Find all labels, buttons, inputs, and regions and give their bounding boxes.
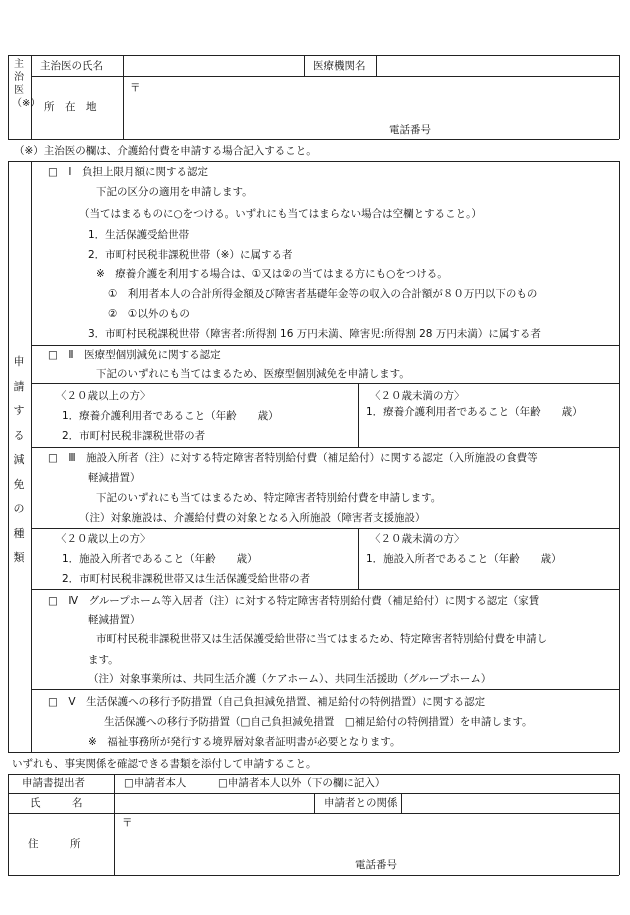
section4-note: （注）対象事業所は、共同生活介護（ケアホーム）、共同生活援助（グループホーム）: [88, 673, 492, 685]
relation-label: 申請者との関係: [324, 797, 398, 809]
section1-note: ※ 療養介護を利用する場合は、①又は②の当てはまる方にも○をつける。: [96, 268, 448, 280]
section2-right-head: 〈２０歳未満の方〉: [370, 390, 465, 402]
section2-left1[interactable]: 1．療養介護利用者であること（年齢 歳）: [62, 410, 279, 422]
doctor-name-label: 主治医の氏名: [40, 60, 103, 72]
section1-item2[interactable]: 2．市町村民税非課税世帯（※）に属する者: [88, 249, 293, 261]
section2-right1[interactable]: 1．療養介護利用者であること（年齢 歳）: [366, 406, 583, 418]
submitter-address-label: 住 所: [28, 838, 81, 850]
institution-label: 医療機関名: [313, 60, 366, 72]
section1-item1[interactable]: 1．生活保護受給世帯: [88, 229, 190, 241]
section3-right-head: 〈２０歳未満の方〉: [370, 533, 465, 545]
section1-line1: 下記の区分の適用を申請します。: [96, 186, 253, 198]
section4-title2: 軽減措置）: [88, 614, 141, 626]
submitter-name-label: 氏 名: [30, 797, 83, 809]
doctor-address-label: 所 在 地: [44, 101, 97, 113]
section3-line1: 下記のいずれにも当てはまるため、特定障害者特別給付費を申請します。: [96, 492, 442, 504]
doctor-vertical-label: 主治医（※）: [12, 59, 41, 109]
doctor-name-field[interactable]: [126, 57, 302, 75]
reduction-vertical-label: 申請する減免の種類: [13, 355, 25, 564]
section3-left2[interactable]: 2．市町村民税非課税世帯又は生活保護受給世帯の者: [62, 573, 311, 585]
section3-checkbox-title[interactable]: □ Ⅲ 施設入所者（注）に対する特定障害者特別給付費（補足給付）に関する認定（入所施設の食費等: [48, 452, 538, 464]
section2-checkbox-title[interactable]: □ Ⅱ 医療型個別減免に関する認定: [48, 349, 221, 361]
institution-field[interactable]: [379, 57, 617, 75]
submitter-option-other[interactable]: □申請者本人以外（下の欄に記入）: [218, 777, 386, 789]
section3-left-head: 〈２０歳以上の方〉: [56, 533, 151, 545]
section1-sub1[interactable]: ① 利用者本人の合計所得金額及び障害者基礎年金等の収入の合計額が８０万円以下のもの: [108, 288, 538, 300]
section2-line1: 下記のいずれにも当てはまるため、医療型個別減免を申請します。: [96, 368, 410, 380]
section3-left1[interactable]: 1．施設入所者であること（年齢 歳）: [62, 553, 258, 565]
attach-note: いずれも、事実関係を確認できる書類を添付して申請すること。: [12, 758, 317, 770]
section5-checkbox-title[interactable]: □ Ⅴ 生活保護への移行予防措置（自己負担減免措置、補足給付の特例措置）に関する認定: [48, 696, 486, 708]
doctor-phone-label: 電話番号: [389, 124, 431, 136]
section1-checkbox-title[interactable]: □ Ⅰ 負担上限月額に関する認定: [48, 166, 209, 178]
submitter-postal-mark: 〒: [122, 817, 133, 829]
section2-left-head: 〈２０歳以上の方〉: [56, 390, 151, 402]
doctor-address-field[interactable]: [126, 78, 617, 120]
section5-line1[interactable]: 生活保護への移行予防措置（□自己負担減免措置 □補足給付の特例措置）を申請します。: [104, 716, 533, 728]
section4-line1: 市町村民税非課税世帯又は生活保護受給世帯に当てはまるため、特定障害者特別給付費を申請し: [96, 633, 548, 645]
relation-field[interactable]: [403, 795, 617, 811]
section1-sub2[interactable]: ② ①以外のもの: [108, 308, 190, 320]
submitter-address-field[interactable]: [116, 815, 617, 855]
doctor-note: （※）主治医の欄は、介護給付費を申請する場合記入すること。: [14, 145, 317, 157]
doctor-postal-mark: 〒: [130, 82, 141, 94]
section3-right1[interactable]: 1．施設入所者であること（年齢 歳）: [366, 553, 562, 565]
section2-left2[interactable]: 2．市町村民税非課税世帯の者: [62, 430, 206, 442]
section4-line1b: ます。: [88, 654, 119, 666]
section1-item3[interactable]: 3．市町村民税課税世帯（障害者:所得割 16 万円未満、障害児:所得割 28 万円未満）に属する者: [88, 328, 541, 340]
section3-title2: 軽減措置）: [88, 472, 141, 484]
section5-note: ※ 福祉事務所が発行する境界層対象者証明書が必要となります。: [88, 736, 401, 748]
section1-line2: （当てはまるものに○をつける。いずれにも当てはまらない場合は空欄とすること。）: [79, 208, 482, 220]
submitter-name-field[interactable]: [116, 795, 312, 811]
section4-checkbox-title[interactable]: □ Ⅳ グループホーム等入居者（注）に対する特定障害者特別給付費（補足給付）に関する認定（家賃: [48, 595, 540, 607]
submitter-phone-label: 電話番号: [355, 859, 397, 871]
submitter-option-self[interactable]: □申請者本人: [124, 777, 187, 789]
submitter-label: 申請書提出者: [22, 777, 85, 789]
section3-note: （注）対象施設は、介護給付費の対象となる入所施設（障害者支援施設）: [79, 512, 426, 524]
